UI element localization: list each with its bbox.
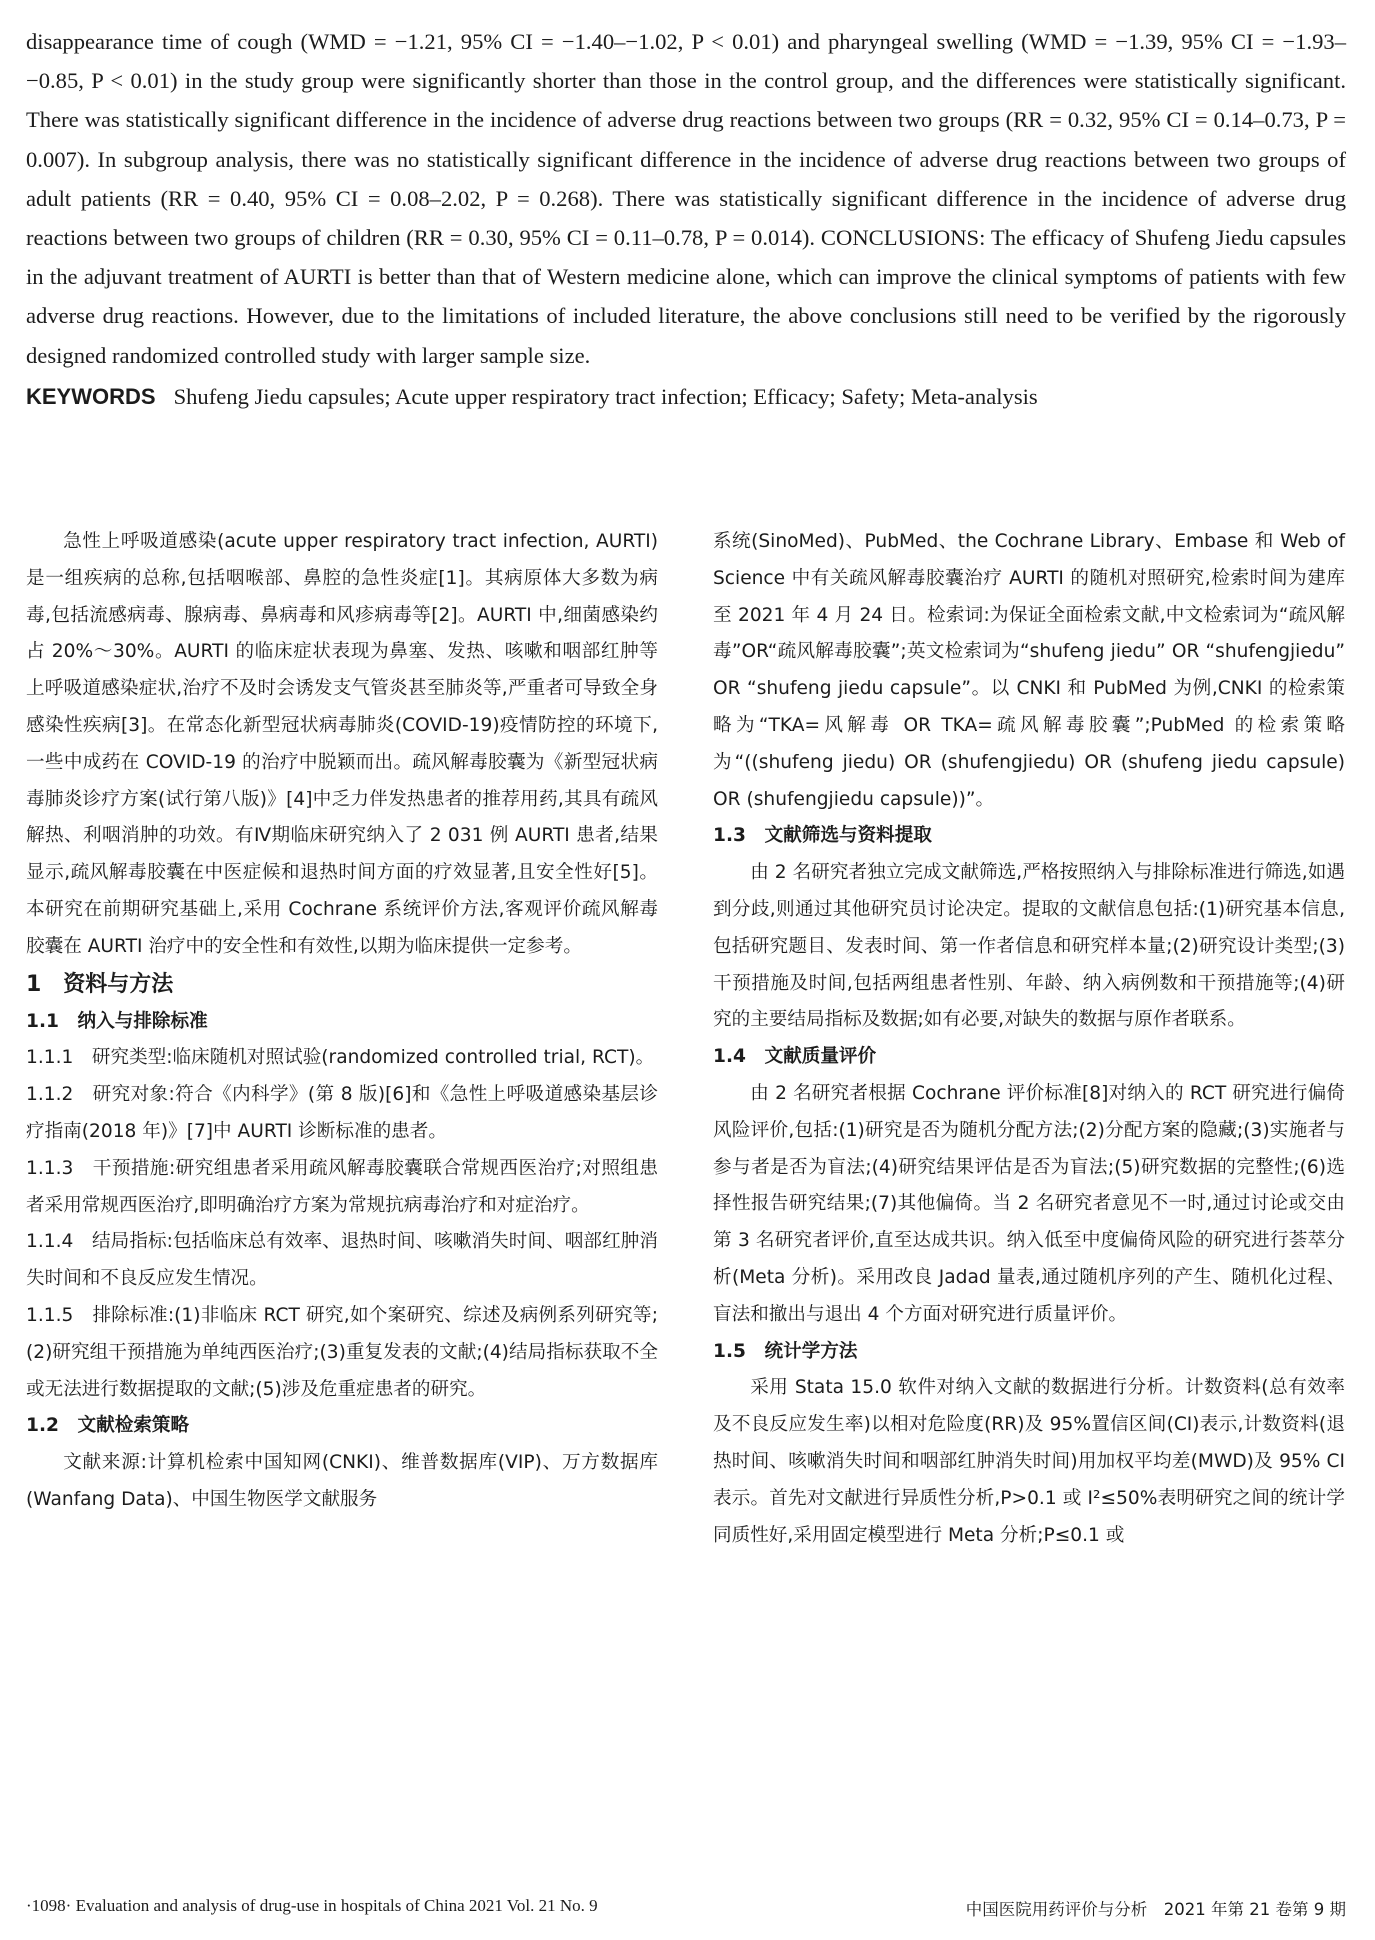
paragraph-1-1-5: 1.1.5 排除标准:(1)非临床 RCT 研究,如个案研究、综述及病例系列研究等;(2)研究组干预措施为单纯西医治疗;(3)重复发表的文献;(4)结局指标获取不全或无法进行数据提取的文献;(5)涉及危重症患者的研究。 xyxy=(26,1304,658,1400)
paragraph-1-5: 采用 Stata 15.0 软件对纳入文献的数据进行分析。计数资料(总有效率及不良反应发生率)以相对危险度(RR)及 95%置信区间(CI)表示,计数资料(退热时间、咳嗽消失时间和咽部红肿消失时间)用加权平均差(MWD)及 95% CI 表示。首先对文献进行异质性分析,P>0.1 或 I²≤50%表明研究之间的统计学同质性好,采用固定模型进行 Meta 分析;P≤0.1 或 xyxy=(713,1377,1345,1546)
keywords-line xyxy=(26,377,1346,416)
paragraph-1-2: 文献来源:计算机检索中国知网(CNKI)、维普数据库(VIP)、万方数据库(Wanfang Data)、中国生物医学文献服务 xyxy=(26,1452,658,1510)
left-column xyxy=(26,524,658,1519)
subsection-heading-1-4: 1.4 文献质量评价 xyxy=(713,1046,877,1068)
abstract-text: disappearance time of cough (WMD = −1.21, 95% CI = −1.40–−1.02, P < 0.01) and pharyngeal swelling (WMD = −1.39, 95% CI = −1.93–−0.85, P < 0.01) in the study group were significantly shorter than those in the control group, and the differences were statistically significant. There was statistically significant difference in the incidence of adverse drug reactions between two groups (RR = 0.32, 95% CI = 0.14–0.73, P = 0.007). In subgroup analysis, there was no statistically significant difference in the incidence of adverse drug reactions between two groups of adult patients (RR = 0.40, 95% CI = 0.08–2.02, P = 0.268). There was statistically significant difference in the incidence of adverse drug reactions between two groups of children (RR = 0.30, 95% CI = 0.11–0.78, P = 0.014). CONCLUSIONS: The efficacy of Shufeng Jiedu capsules in the adjuvant treatment of AURTI is better than that of Western medicine alone, which can improve the clinical symptoms of patients with few adverse drug reactions. However, due to the limitations of included literature, the above conclusions still need to be verified by the rigorously designed randomized controlled study with larger sample size. xyxy=(26,29,1346,368)
subsection-heading-1-2: 1.2 文献检索策略 xyxy=(26,1415,190,1437)
paragraph-1-1-2: 1.1.2 研究对象:符合《内科学》(第 8 版)[6]和《急性上呼吸道感染基层诊疗指南(2018 年)》[7]中 AURTI 诊断标准的患者。 xyxy=(26,1084,658,1142)
paragraph-1-2-continued: 系统(SinoMed)、PubMed、the Cochrane Library、Embase 和 Web of Science 中有关疏风解毒胶囊治疗 AURTI 的随机对照研究,检索时间为建库至 2021 年 4 月 24 日。检索词:为保证全面检索文献,中文检索词为“疏风解毒”OR“疏风解毒胶囊”;英文检索词为“shufeng jiedu” OR “shufengjiedu” OR “shufeng jiedu capsule”。以 CNKI 和 PubMed 为例,CNKI 的检索策略为“TKA=风解毒 OR TKA=疏风解毒胶囊”;PubMed 的检索策略为“((shufeng jiedu) OR (shufengjiedu) OR (shufeng jiedu capsule) OR (shufengjiedu capsule))”。 xyxy=(713,531,1345,810)
subsection-heading-1-5: 1.5 统计学方法 xyxy=(713,1340,858,1362)
intro-paragraph: 急性上呼吸道感染(acute upper respiratory tract infection, AURTI)是一组疾病的总称,包括咽喉部、鼻腔的急性炎症[1]。其病原体大多数为病毒,包括流感病毒、腺病毒、鼻病毒和风疹病毒等[2]。AURTI 中,细菌感染约占 20%～30%。AURTI 的临床症状表现为鼻塞、发热、咳嗽和咽部红肿等上呼吸道感染症状,治疗不及时会诱发支气管炎甚至肺炎等,严重者可导致全身感染性疾病[3]。在常态化新型冠状病毒肺炎(COVID-19)疫情防控的环境下,一些中成药在 COVID-19 的治疗中脱颖而出。疏风解毒胶囊为《新型冠状病毒肺炎诊疗方案(试行第八版)》[4]中乏力伴发热患者的推荐用药,其具有疏风解热、利咽消肿的功效。有Ⅳ期临床研究纳入了 2 031 例 AURTI 患者,结果显示,疏风解毒胶囊在中医症候和退热时间方面的疗效显著,且安全性好[5]。本研究在前期研究基础上,采用 Cochrane 系统评价方法,客观评价疏风解毒胶囊在 AURTI 治疗中的安全性和有效性,以期为临床提供一定参考。 xyxy=(26,531,658,957)
english-abstract xyxy=(26,22,1346,416)
right-column xyxy=(713,524,1345,1554)
keywords-text: Shufeng Jiedu capsules; Acute upper respiratory tract infection; Efficacy; Safety; Meta-analysis xyxy=(173,383,1038,409)
subsection-heading-1-3: 1.3 文献筛选与资料提取 xyxy=(713,825,932,847)
paragraph-1-4: 由 2 名研究者根据 Cochrane 评价标准[8]对纳入的 RCT 研究进行偏倚风险评价,包括:(1)研究是否为随机分配方法;(2)分配方案的隐藏;(3)实施者与参与者是否为盲法;(4)研究结果评估是否为盲法;(5)研究数据的完整性;(6)选择性报告研究结果;(7)其他偏倚。当 2 名研究者意见不一时,通过讨论或交由第 3 名研究者评价,直至达成共识。纳入低至中度偏倚风险的研究进行荟萃分析(Meta 分析)。采用改良 Jadad 量表,通过随机序列的产生、随机化过程、盲法和撤出与退出 4 个方面对研究进行质量评价。 xyxy=(713,1082,1345,1325)
footer-journal-english: ·1098· Evaluation and analysis of drug-use in hospitals of China 2021 Vol. 21 No. 9 xyxy=(26,1896,598,1915)
section-heading-methods: 1 资料与方法 xyxy=(26,971,174,997)
keywords-label: KEYWORDS xyxy=(26,383,156,409)
subsection-heading-1-1: 1.1 纳入与排除标准 xyxy=(26,1010,208,1032)
paragraph-1-1-4: 1.1.4 结局指标:包括临床总有效率、退热时间、咳嗽消失时间、咽部红肿消失时间和不良反应发生情况。 xyxy=(26,1231,658,1290)
paragraph-1-1-1: 1.1.1 研究类型:临床随机对照试验(randomized controlled trial, RCT)。 xyxy=(26,1047,655,1069)
paragraph-1-3: 由 2 名研究者独立完成文献筛选,严格按照纳入与排除标准进行筛选,如遇到分歧,则通过其他研究员讨论决定。提取的文献信息包括:(1)研究基本信息,包括研究题目、发表时间、第一作者信息和研究样本量;(2)研究设计类型;(3)干预措施及时间,包括两组患者性别、年龄、纳入病例数和干预措施等;(4)研究的主要结局指标及数据;如有必要,对缺失的数据与原作者联系。 xyxy=(713,862,1345,1031)
footer-journal-chinese: 中国医院用药评价与分析 2021 年第 21 卷第 9 期 xyxy=(965,1900,1346,1919)
paragraph-1-1-3: 1.1.3 干预措施:研究组患者采用疏风解毒胶囊联合常规西医治疗;对照组患者采用常规西医治疗,即明确治疗方案为常规抗病毒治疗和对症治疗。 xyxy=(26,1157,658,1216)
